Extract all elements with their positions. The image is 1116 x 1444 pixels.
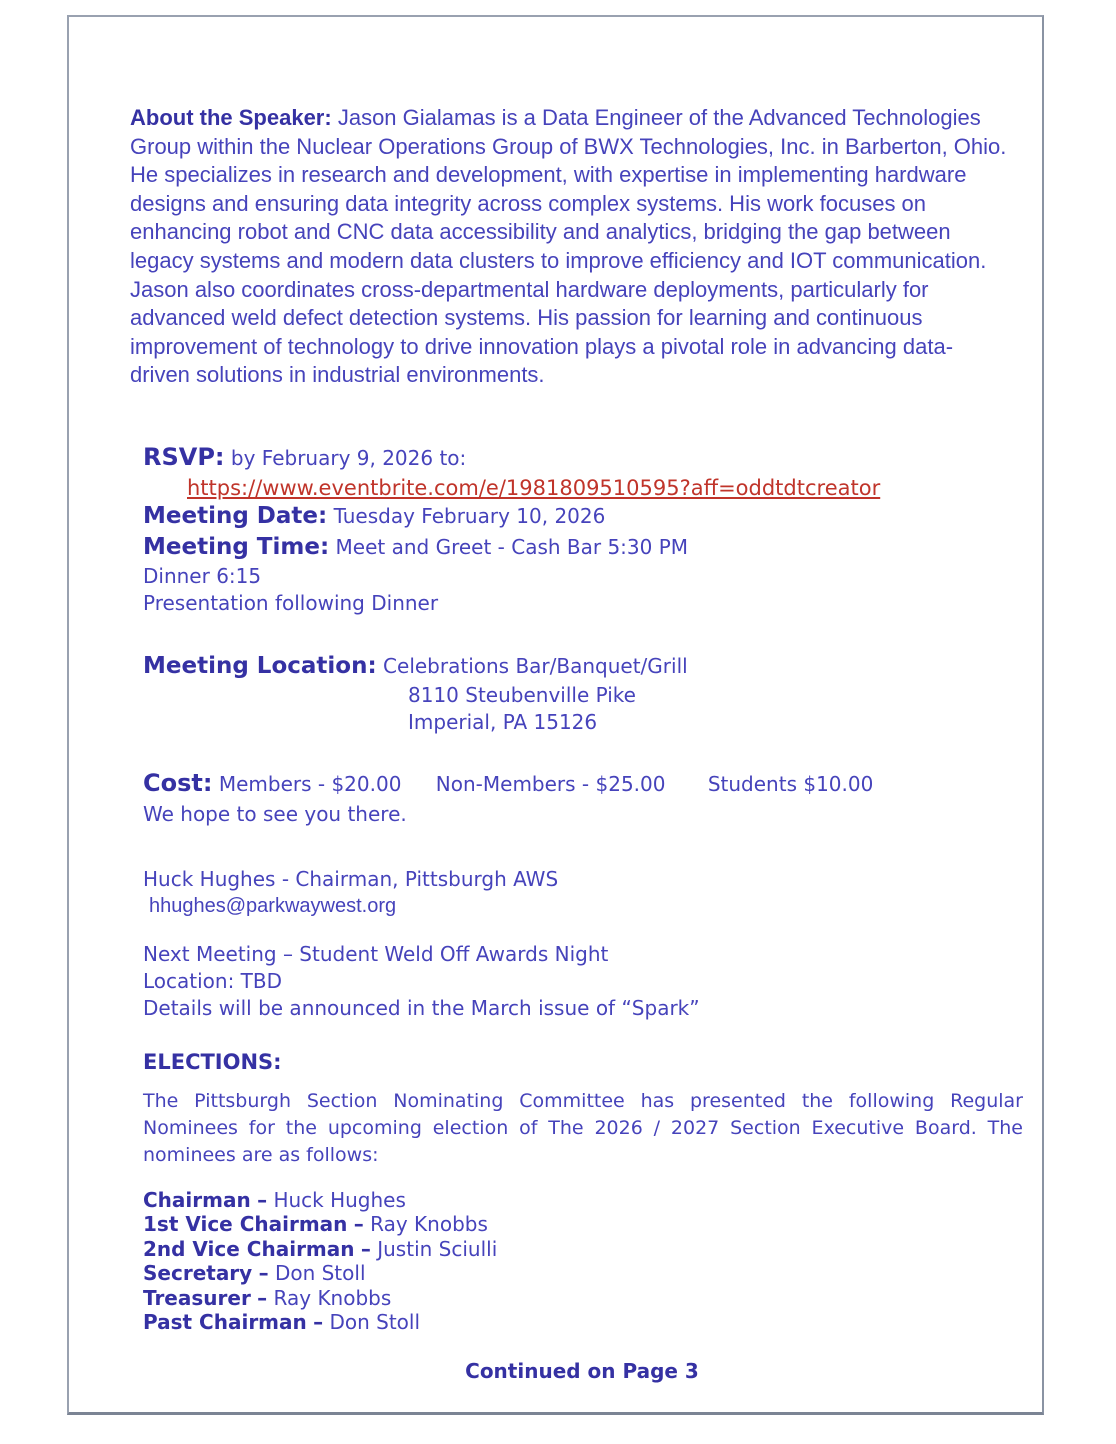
nominee-row [143, 1261, 1004, 1285]
nominee-name: Justin Sciulli [377, 1236, 498, 1261]
cost-non-members: Non-Members - $25.00 [435, 771, 666, 796]
dash-separator: – [257, 1285, 268, 1310]
about-speaker-label: About the Speaker: [130, 105, 332, 130]
rsvp-link[interactable]: https://www.eventbrite.com/e/1981809510595?aff=oddtdtcreator [187, 475, 881, 500]
nominee-role: Secretary [143, 1261, 253, 1286]
rsvp-text: by February 9, 2026 to: [230, 445, 467, 470]
dinner-time-line: Dinner 6:15 [143, 563, 262, 588]
nominee-role: 1st Vice Chairman [143, 1212, 348, 1237]
meeting-time-label: Meeting Time: [143, 533, 330, 560]
cost-section [143, 767, 1004, 828]
nominee-name: Ray Knobbs [370, 1212, 488, 1237]
next-meeting-details: Details will be announced in the March issue of “Spark” [143, 995, 700, 1020]
nominee-role: 2nd Vice Chairman [143, 1236, 355, 1261]
nominee-name: Ray Knobbs [273, 1285, 392, 1310]
nominee-row [143, 1286, 1004, 1310]
meeting-date-label: Meeting Date: [143, 502, 328, 529]
meeting-date-value: Tuesday February 10, 2026 [333, 503, 606, 528]
dash-separator: – [313, 1309, 324, 1334]
meeting-time-value: Meet and Greet - Cash Bar 5:30 PM [335, 534, 689, 559]
meeting-date-line [143, 501, 1004, 532]
meeting-location-line [143, 651, 1004, 682]
document-page [67, 15, 1044, 1415]
cost-tagline: We hope to see you there. [143, 801, 407, 826]
continued-on-page-note: Continued on Page 3 [465, 1359, 699, 1384]
nominee-row [143, 1237, 1004, 1261]
cost-line [143, 767, 1004, 801]
meeting-location-value: Celebrations Bar/Banquet/Grill [383, 653, 688, 678]
meeting-info-section [143, 442, 1004, 617]
chairman-name-line: Huck Hughes - Chairman, Pittsburgh AWS [143, 866, 559, 891]
cost-members: Members - $20.00 [218, 771, 402, 796]
meeting-time-line [143, 532, 1004, 563]
chairman-email: hhughes@parkwaywest.org [149, 894, 397, 917]
nominee-row [143, 1310, 1004, 1334]
nominee-role: Treasurer [143, 1285, 251, 1310]
dash-separator: – [353, 1212, 364, 1237]
rsvp-link-line [187, 475, 1004, 501]
elections-intro-paragraph: The Pittsburgh Section Nominating Committee has presented the following Regular Nominees for the upcoming election of The 2026 / 2027 Section Executive Board. The nominees are as follows: [143, 1089, 1023, 1166]
next-meeting-section [143, 941, 1004, 1022]
meeting-location-section [143, 651, 1004, 737]
meeting-location-label: Meeting Location: [143, 652, 377, 679]
nominee-name: Don Stoll [274, 1261, 366, 1286]
nominee-name: Huck Hughes [273, 1187, 406, 1212]
dash-separator: – [360, 1236, 371, 1261]
nominee-row [143, 1212, 1004, 1236]
nominee-row [143, 1188, 1004, 1212]
next-meeting-location: Location: TBD [143, 968, 283, 993]
elections-section [143, 1049, 1023, 1334]
location-address-street: 8110 Steubenville Pike [408, 682, 636, 707]
about-speaker-paragraph [130, 104, 1010, 390]
dash-separator: – [258, 1261, 269, 1286]
cost-students: Students $10.00 [707, 771, 874, 796]
nominee-name: Don Stoll [329, 1309, 421, 1334]
contact-section [143, 866, 1004, 920]
nominees-list [143, 1188, 1004, 1334]
location-address-city: Imperial, PA 15126 [408, 710, 598, 735]
nominee-role: Chairman [143, 1187, 251, 1212]
dash-separator: – [257, 1187, 268, 1212]
rsvp-label: RSVP: [143, 442, 225, 471]
elections-heading: ELECTIONS: [143, 1049, 282, 1074]
about-speaker-text: Jason Gialamas is a Data Engineer of the Advanced Technologies Group within the Nuclear Operations Group of BWX Technologies, Inc. in Barberton, Ohio. He specializes in research and development, with expertise in implementing hardware designs and ensuring data integrity across complex systems. His work focuses on enhancing robot and CNC data accessibility and analytics, bridging the gap between legacy systems and modern data clusters to improve efficiency and IOT communication. Jason also coordinates cross-departmental hardware deployments, particularly for advanced weld defect detection systems. His passion for learning and continuous improvement of technology to drive innovation plays a pivotal role in advancing data-driven solutions in industrial environments. [130, 105, 1007, 388]
rsvp-line [143, 442, 1004, 473]
next-meeting-title: Next Meeting – Student Weld Off Awards Night [143, 941, 609, 966]
nominee-role: Past Chairman [143, 1309, 307, 1334]
presentation-line: Presentation following Dinner [143, 590, 439, 615]
cost-label: Cost: [143, 768, 213, 797]
